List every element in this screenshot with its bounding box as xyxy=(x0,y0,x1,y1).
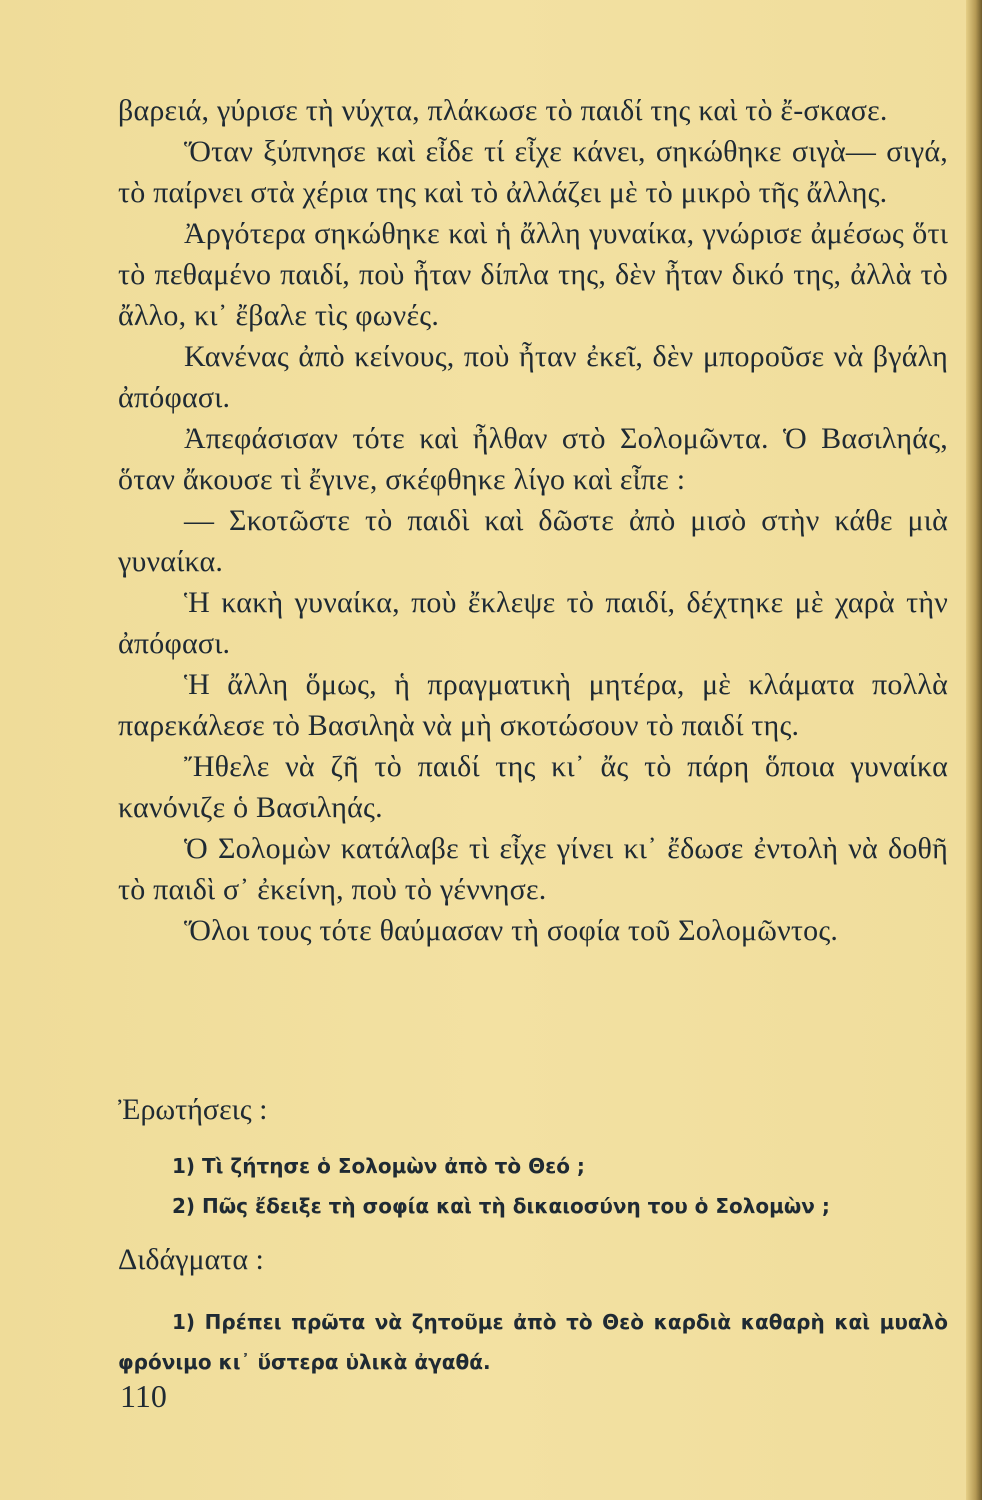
paragraph-11: Ὅλοι τους τότε θαύμασαν τὴ σοφία τοῦ Σολομῶντος. xyxy=(184,914,839,947)
paragraph-1: βαρειά, γύρισε τὴ νύχτα, πλάκωσε τὸ παιδί της καὶ τὸ ἔ-σκασε. xyxy=(118,94,888,127)
lessons-list xyxy=(118,1302,948,1382)
question-item-2: 2) Πῶς ἔδειξε τὴ σοφία καὶ τὴ δικαιοσύνη του ὁ Σολομὼν ; xyxy=(172,1194,830,1218)
paragraph-6: — Σκοτῶστε τὸ παιδὶ καὶ δῶστε ἀπὸ μισὸ στὴν κάθε μιὰ γυναίκα. xyxy=(118,504,948,578)
questions-heading: Ἐρωτήσεις : xyxy=(118,1093,268,1126)
main-text xyxy=(118,90,948,951)
page-number: 110 xyxy=(120,1378,167,1414)
paragraph-2: Ὅταν ξύπνησε καὶ εἶδε τί εἶχε κάνει, σηκώθηκε σιγὰ— σιγά, τὸ παίρνει στὰ χέρια της καὶ τὸ ἀλλάζει μὲ τὸ μικρὸ τῆς ἄλλης. xyxy=(118,135,948,209)
paragraph-4: Κανένας ἀπὸ κείνους, ποὺ ἦταν ἐκεῖ, δὲν μποροῦσε νὰ βγάλη ἀπόφασι. xyxy=(118,340,948,414)
paragraph-7: Ἡ κακὴ γυναίκα, ποὺ ἔκλεψε τὸ παιδί, δέχτηκε μὲ χαρὰ τὴν ἀπόφασι. xyxy=(118,586,948,660)
paragraph-5: Ἀπεφάσισαν τότε καὶ ἦλθαν στὸ Σολομῶντα. Ὁ Βασιληάς, ὅταν ἄκουσε τὶ ἔγινε, σκέφθηκε λίγο καὶ εἶπε : xyxy=(118,422,948,496)
paragraph-8: Ἡ ἄλλη ὅμως, ἡ πραγματικὴ μητέρα, μὲ κλάματα πολλὰ παρεκάλεσε τὸ Βασιληὰ νὰ μὴ σκοτώσουν τὸ παιδί της. xyxy=(118,668,948,742)
lessons-heading: Διδάγματα : xyxy=(118,1243,264,1276)
lesson-item-1: 1) Πρέπει πρῶτα νὰ ζητοῦμε ἀπὸ τὸ Θεὸ καρδιὰ καθαρὴ καὶ μυαλὸ φρόνιμο κι᾽ ὕστερα ὑλικὰ ἀγαθά. xyxy=(118,1310,948,1374)
paragraph-3: Ἀργότερα σηκώθηκε καὶ ἡ ἄλλη γυναίκα, γνώρισε ἀμέσως ὅτι τὸ πεθαμένο παιδί, ποὺ ἦταν δίπλα της, δὲν ἦταν δικό της, ἀλλὰ τὸ ἄλλο, κι᾽ ἔβαλε τὶς φωνές. xyxy=(118,217,948,332)
question-item-1: 1) Τὶ ζήτησε ὁ Σολομὼν ἀπὸ τὸ Θεό ; xyxy=(172,1154,585,1178)
paragraph-9: Ἤθελε νὰ ζῆ τὸ παιδί της κι᾽ ἄς τὸ πάρη ὅποια γυναίκα κανόνιζε ὁ Βασιληάς. xyxy=(118,750,948,824)
page-edge xyxy=(966,0,982,1500)
paragraph-10: Ὁ Σολομὼν κατάλαβε τὶ εἶχε γίνει κι᾽ ἔδωσε ἐντολὴ νὰ δοθῆ τὸ παιδὶ σ᾽ ἐκείνη, ποὺ τὸ γέννησε. xyxy=(118,832,948,906)
questions-list xyxy=(172,1146,942,1226)
